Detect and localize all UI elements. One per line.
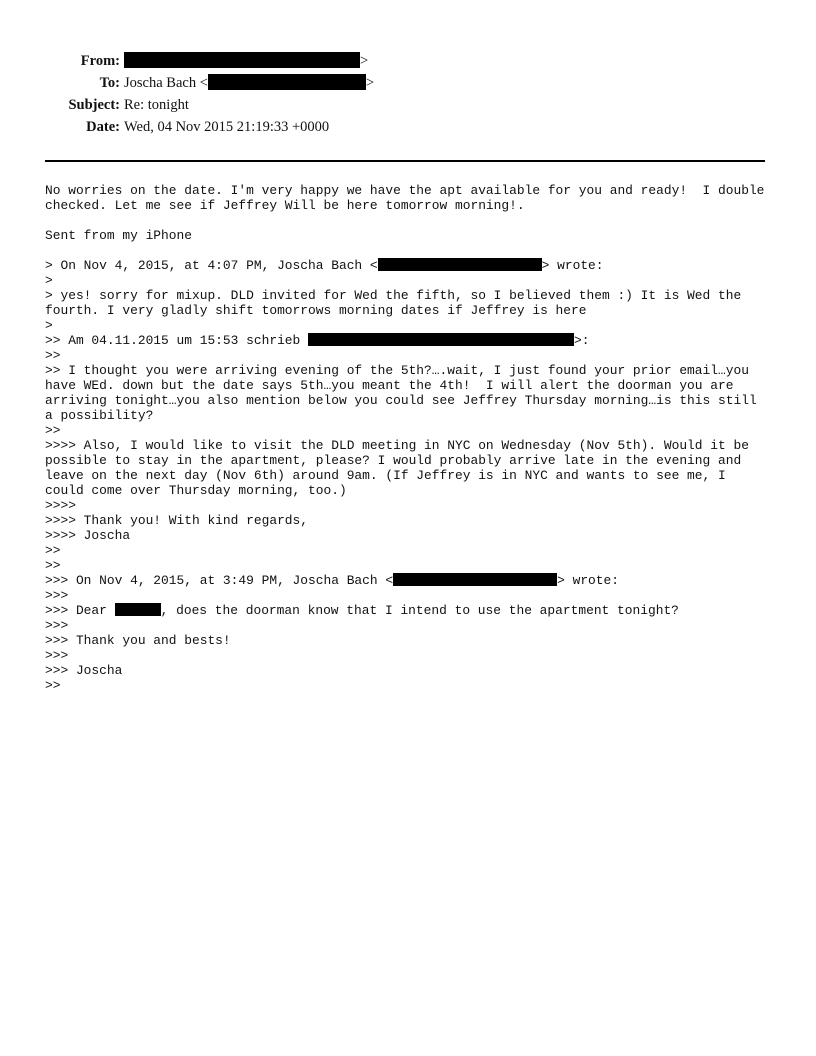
quote-header-line bbox=[45, 258, 785, 273]
body-line: >> bbox=[45, 678, 61, 693]
body-line: > bbox=[45, 273, 53, 288]
body-line: >>> Thank you and bests! bbox=[45, 633, 231, 648]
body-line: >> bbox=[45, 423, 61, 438]
body-line: could come over Thursday morning, too.) bbox=[45, 483, 347, 498]
to-row bbox=[0, 72, 816, 94]
date-label: Date: bbox=[86, 119, 120, 135]
to-name: Joscha Bach < bbox=[124, 75, 208, 91]
to-close: > bbox=[365, 75, 375, 91]
body-line: >> bbox=[45, 348, 61, 363]
body-line: leave on the next day (Nov 6th) around 9am. (If Jeffrey is in NYC and wants to see me, I bbox=[45, 468, 726, 483]
redaction-bar bbox=[115, 603, 161, 616]
subject-row bbox=[0, 94, 816, 116]
body-line bbox=[45, 213, 785, 228]
body-line: No worries on the date. I'm very happy we have the apt available for you and ready! I double bbox=[45, 183, 765, 198]
quote-header-suffix: > wrote: bbox=[557, 573, 619, 588]
redaction-bar bbox=[208, 74, 366, 90]
quote-header-suffix: >: bbox=[574, 333, 590, 348]
body-line: >>> Joscha bbox=[45, 663, 123, 678]
date-row bbox=[0, 116, 816, 138]
body-line: have WEd. down but the date says 5th…you meant the 4th! I will alert the doorman you are bbox=[45, 378, 734, 393]
body-line: possible to stay in the apartment, please? I would probably arrive late in the evening and bbox=[45, 453, 742, 468]
quote-header-line bbox=[45, 333, 785, 348]
greeting-line bbox=[45, 603, 785, 618]
body-line: checked. Let me see if Jeffrey Will be here tomorrow morning!. bbox=[45, 198, 525, 213]
header-divider bbox=[45, 160, 765, 162]
body-line: fourth. I very gladly shift tomorrows morning dates if Jeffrey is here bbox=[45, 303, 587, 318]
to-value bbox=[124, 72, 374, 94]
greeting-rest: , does the doorman know that I intend to use the apartment tonight? bbox=[160, 603, 679, 618]
body-line: > bbox=[45, 318, 53, 333]
body-line: >> bbox=[45, 543, 61, 558]
from-value bbox=[124, 50, 368, 72]
body-line: >> bbox=[45, 558, 61, 573]
from-row bbox=[0, 50, 816, 72]
quote-header-text: >>> On Nov 4, 2015, at 3:49 PM, Joscha Bach < bbox=[45, 573, 394, 588]
body-line: >> I thought you were arriving evening of the 5th?….wait, I just found your prior email…you bbox=[45, 363, 749, 378]
greeting-text: >>> Dear bbox=[45, 603, 115, 618]
body-line: >>>> Joscha bbox=[45, 528, 131, 543]
to-label: To: bbox=[99, 75, 120, 91]
quote-header-text: > On Nov 4, 2015, at 4:07 PM, Joscha Bach < bbox=[45, 258, 378, 273]
body-line: >>>> Thank you! With kind regards, bbox=[45, 513, 309, 528]
redaction-bar bbox=[308, 333, 574, 346]
body-line: >>> bbox=[45, 618, 69, 633]
body-line: a possibility? bbox=[45, 408, 154, 423]
date-value: Wed, 04 Nov 2015 21:19:33 +0000 bbox=[124, 119, 330, 135]
body-line: >>>> bbox=[45, 498, 76, 513]
body-line: >>>> Also, I would like to visit the DLD meeting in NYC on Wednesday (Nov 5th). Would it be bbox=[45, 438, 749, 453]
email-body bbox=[45, 183, 785, 693]
body-line: arriving tonight…you also mention below you could see Jeffrey Thursday morning…is this still bbox=[45, 393, 757, 408]
body-line: > yes! sorry for mixup. DLD invited for Wed the fifth, so I believed them :) It is Wed the bbox=[45, 288, 742, 303]
quote-header-suffix: > wrote: bbox=[541, 258, 604, 273]
subject-value: Re: tonight bbox=[124, 97, 189, 113]
redaction-bar bbox=[393, 573, 557, 586]
subject-label: Subject: bbox=[68, 97, 120, 113]
body-line: >>> bbox=[45, 588, 69, 603]
quote-header-line bbox=[45, 573, 785, 588]
body-line bbox=[45, 243, 785, 258]
email-header bbox=[0, 50, 816, 138]
redaction-bar bbox=[124, 52, 360, 68]
from-close: > bbox=[360, 53, 369, 69]
quote-header-text: >> Am 04.11.2015 um 15:53 schrieb bbox=[45, 333, 309, 348]
redaction-bar bbox=[378, 258, 542, 271]
body-line: Sent from my iPhone bbox=[45, 228, 192, 243]
from-label: From: bbox=[80, 53, 120, 69]
body-line: >>> bbox=[45, 648, 69, 663]
